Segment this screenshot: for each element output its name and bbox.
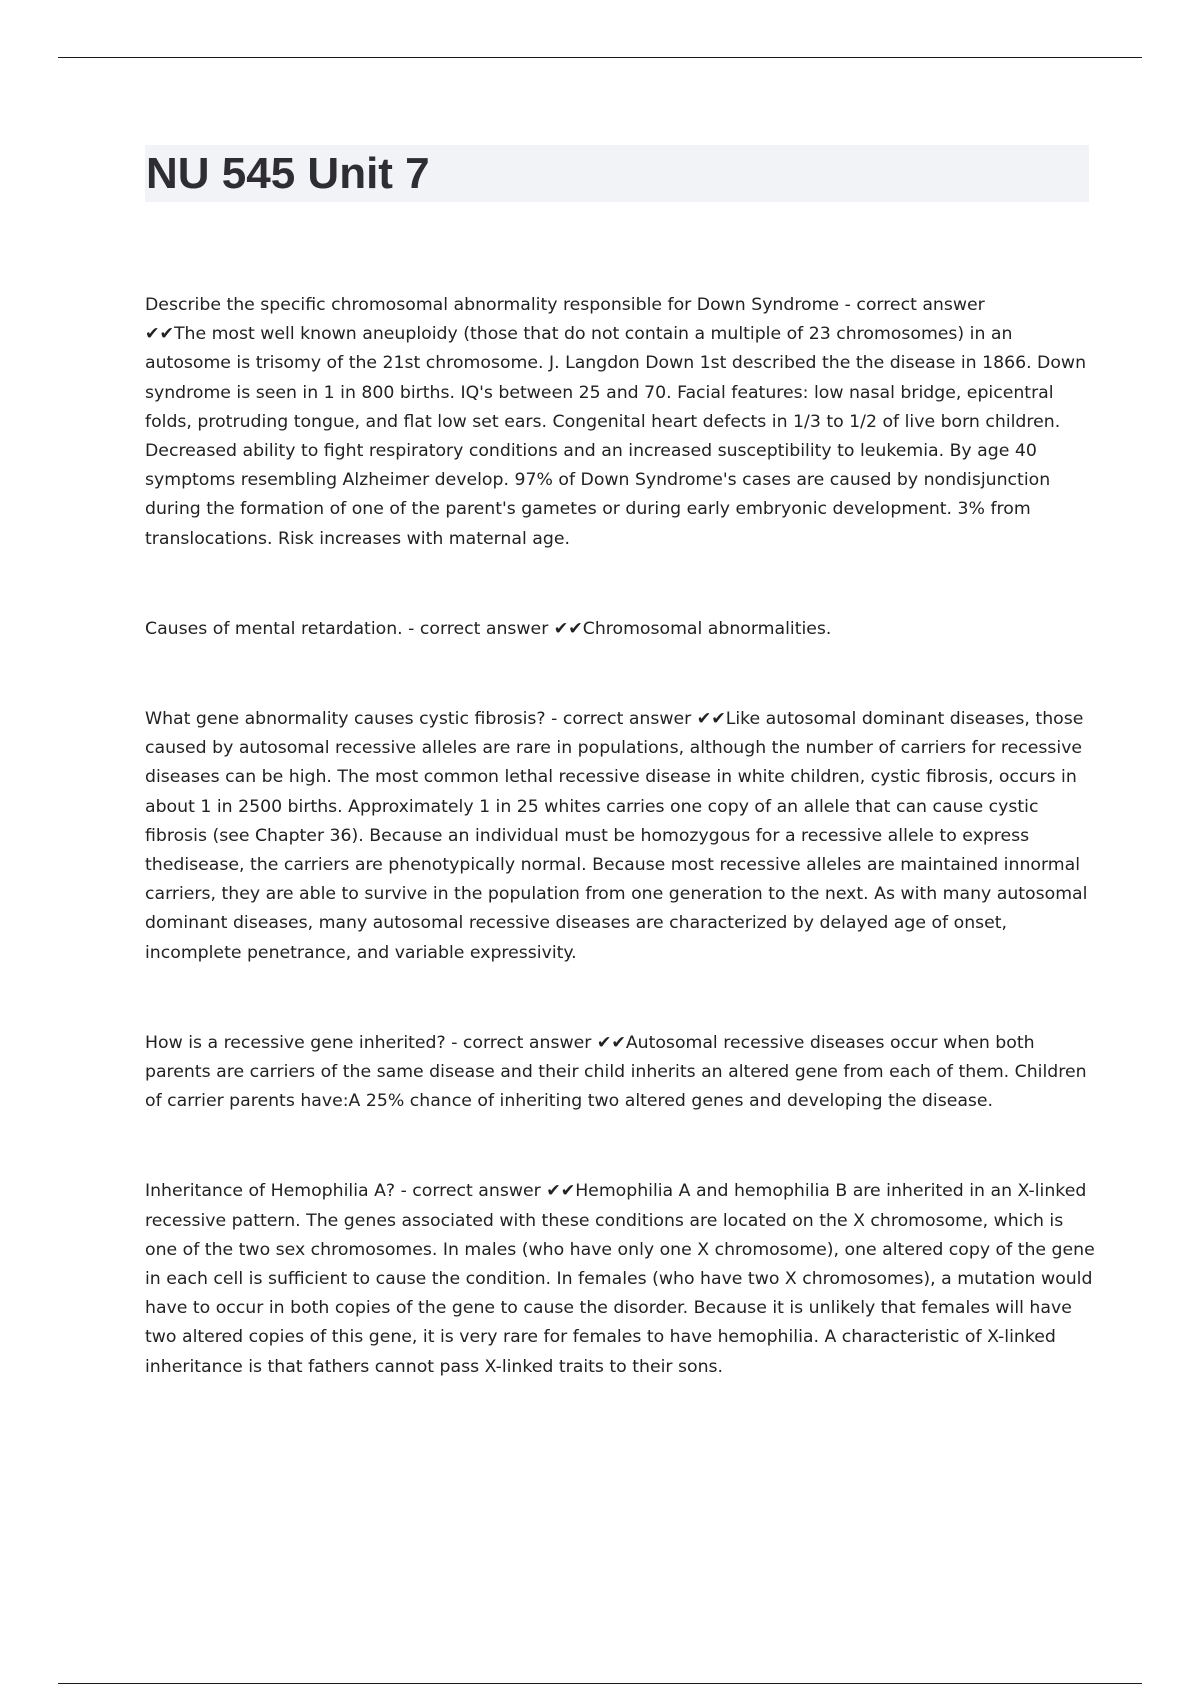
answer-separator: - correct answer ✔✔ <box>545 709 726 730</box>
answer-text: Hemophilia A and hemophilia B are inherited in an X-linked recessive pattern. The genes associated with these conditions are located on the X chromosome, which is one of the two sex chromosomes. In males (who have only one X chromosome), one altered copy of the gene in each cell is sufficient to cause the condition. In females (who have two X chromosomes), a mutation would have to occur in both copies of the gene to cause the disorder. Because it is unlikely that females will have two altered copies of this gene, it is very rare for females to have hemophilia. A characteristic of X-linked inheritance is that fathers cannot pass X-linked traits to their sons. <box>145 1181 1095 1377</box>
question-text: Describe the specific chromosomal abnormality responsible for Down Syndrome <box>145 295 840 315</box>
answer-text: Autosomal recessive diseases occur when both parents are carriers of the same disease and their child inherits an altered gene from each of them. Children of carrier parents have:A 25% chance of inheriting two altered genes and developing the disease. <box>145 1032 1087 1112</box>
answer-separator: - correct answer ✔✔ <box>145 295 985 345</box>
question-text: How is a recessive gene inherited? <box>145 1032 446 1053</box>
answer-separator: - correct answer ✔✔ <box>395 1181 576 1202</box>
bottom-rule <box>58 1683 1142 1684</box>
qa-entry-cystic-fibrosis <box>145 705 1095 968</box>
answer-separator: - correct answer ✔✔ <box>445 1032 626 1053</box>
title-banner <box>145 145 1089 202</box>
answer-separator: - correct answer ✔✔ <box>402 618 583 639</box>
qa-entry-mental-retardation <box>145 615 1095 644</box>
answer-text: Like autosomal dominant diseases, those caused by autosomal recessive alleles are rare in populations, although the number of carriers for recessive diseases can be high. The most common lethal recessive disease in white children, cystic fibrosis, occurs in about 1 in 2500 births. Approximately 1 in 25 whites carries one copy of an allele that can cause cystic fibrosis (see Chapter 36). Because an individual must be homozygous for a recessive allele to express thedisease, the carriers are phenotypically normal. Because most recessive alleles are maintained innormal carriers, they are able to survive in the population from one generation to the next. As with many autosomal dominant diseases, many autosomal recessive diseases are characterized by delayed age of onset, incomplete penetrance, and variable expressivity. <box>145 709 1088 963</box>
question-text: What gene abnormality causes cystic fibrosis? <box>145 709 546 730</box>
question-text: Inheritance of Hemophilia A? <box>145 1181 396 1202</box>
qa-list <box>145 291 1095 1443</box>
qa-entry-hemophilia <box>145 1177 1095 1381</box>
top-rule <box>58 57 1142 58</box>
question-text: Causes of mental retardation. <box>145 618 403 639</box>
qa-entry-down-syndrome <box>145 291 1095 554</box>
document-title: NU 545 Unit 7 <box>146 149 430 198</box>
qa-entry-recessive-gene <box>145 1029 1095 1117</box>
answer-text: The most well known aneuploidy (those that do not contain a multiple of 23 chromosomes) in an autosome is trisomy of the 21st chromosome. J. Langdon Down 1st described the the disease in 1866. Down syndrome is seen in 1 in 800 births. IQ's between 25 and 70. Facial features: low nasal bridge, epicentral folds, protruding tongue, and flat low set ears. Congenital heart defects in 1/3 to 1/2 of live born children. Decreased ability to fight respiratory conditions and an increased susceptibility to leukemia. By age 40 symptoms resembling Alzheimer develop. 97% of Down Syndrome's cases are caused by nondisjunction during the formation of one of the parent's gametes or during early embryonic development. 3% from translocations. Risk increases with maternal age. <box>145 324 1087 549</box>
answer-text: Chromosomal abnormalities. <box>582 618 832 639</box>
